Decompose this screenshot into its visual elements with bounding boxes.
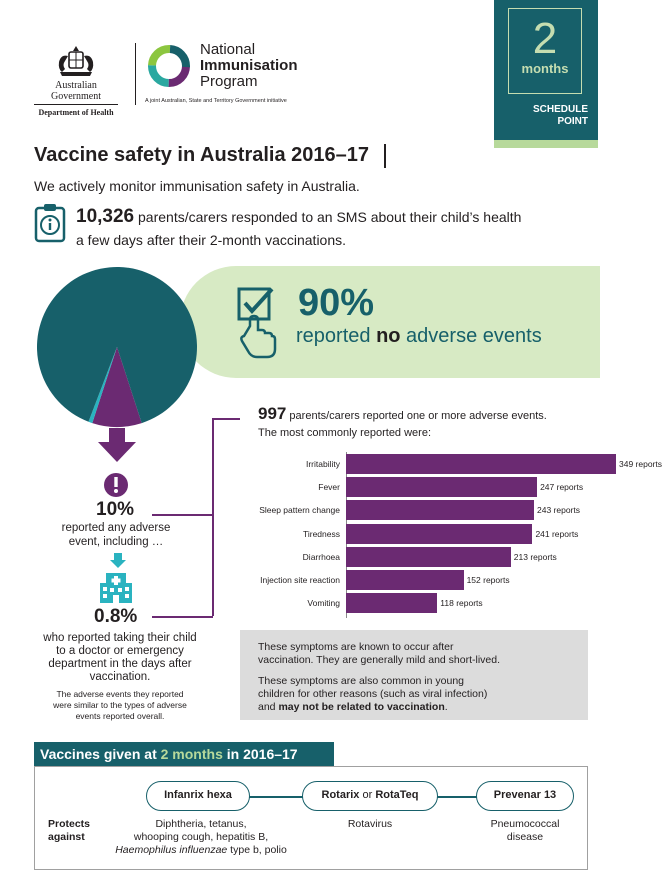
bar-category-label: Vomiting bbox=[307, 598, 340, 609]
schedule-badge-strip bbox=[494, 140, 598, 148]
bar-category-label: Sleep pattern change bbox=[259, 505, 340, 516]
program-tagline: A joint Australian, State and Territory Government initiative bbox=[145, 98, 287, 104]
bar-value-label: 349 reports bbox=[619, 459, 662, 469]
bar-value-label: 241 reports bbox=[535, 528, 579, 539]
reports-subtext: The most commonly reported were: bbox=[258, 427, 432, 439]
any-adverse-text: reported any adverse event, including … bbox=[61, 522, 171, 548]
bar-value-label: 118 reports bbox=[440, 598, 483, 609]
coat-of-arms-icon bbox=[54, 44, 98, 78]
hospital-icon bbox=[100, 573, 132, 603]
program-name: National Immunisation Program bbox=[200, 41, 298, 90]
doctor-visit-text: who reported taking their child to a doctor or emergency department in the days after vaccination. bbox=[43, 632, 197, 683]
vaccine-prevenar-13: Prevenar 13 bbox=[476, 781, 574, 811]
vaccine-rotarix-rotateq: Rotarix or RotaTeq bbox=[302, 781, 438, 811]
reports-count: 997 bbox=[258, 404, 287, 423]
government-name: Australian Government bbox=[51, 80, 101, 102]
bar bbox=[346, 454, 616, 474]
adverse-events-bar-chart bbox=[244, 452, 662, 620]
vaccines-heading: Vaccines given at 2 months in 2016–17 bbox=[34, 742, 334, 766]
connector-line-10pct bbox=[152, 514, 213, 516]
connector-line-08pct bbox=[152, 616, 213, 618]
schedule-point-label: SCHEDULE POINT bbox=[532, 104, 588, 127]
bar-value-label: 243 reports bbox=[536, 505, 580, 516]
responded-summary: 10,326 parents/carers responded to an SMS about their child’s health a few days after their 2-month vaccinations. bbox=[76, 206, 522, 248]
bar-value-label: 247 reports bbox=[540, 482, 584, 493]
text-cursor bbox=[384, 144, 386, 168]
infanrix-diseases: Diphtheria, tetanus, whooping cough, hepatitis B, Haemophilus influenzae type b, polio bbox=[115, 818, 287, 856]
adverse-event-pie bbox=[36, 266, 198, 428]
no-adverse-percent: 90% bbox=[298, 282, 375, 324]
bar-category-label: Irritability bbox=[305, 459, 340, 469]
bar-category-label: Injection site reaction bbox=[260, 575, 340, 585]
bar-category-label: Diarrhoea bbox=[302, 551, 340, 562]
exclamation-icon bbox=[103, 472, 129, 498]
page-subtitle: We actively monitor immunisation safety in Australia. bbox=[34, 178, 360, 194]
schedule-point-badge bbox=[494, 0, 598, 140]
reports-summary: 997 parents/carers reported one or more adverse events. bbox=[258, 404, 547, 423]
responded-count: 10,326 bbox=[76, 206, 135, 227]
page-title: Vaccine safety in Australia 2016–17 bbox=[34, 144, 370, 166]
bar-value-label: 152 reports bbox=[466, 575, 510, 585]
bar-value-label: 213 reports bbox=[513, 551, 557, 562]
protects-against-label: Protects against bbox=[48, 818, 91, 843]
australian-government-crest bbox=[34, 44, 118, 118]
schedule-unit: months bbox=[521, 61, 569, 76]
immunisation-program-logo-icon bbox=[145, 42, 193, 90]
connector-line-top bbox=[212, 418, 240, 420]
prevenar-diseases: Pneumococcal disease bbox=[490, 818, 560, 843]
symptoms-paragraph-1: These symptoms are known to occur after vaccination. They are generally mild and short-lived. bbox=[258, 641, 501, 666]
header-divider bbox=[135, 43, 136, 105]
doctor-visit-note: The adverse events they reported were similar to the types of adverse events reported overall. bbox=[53, 689, 187, 721]
checkbox-hand-icon bbox=[236, 286, 282, 356]
doctor-visit-percent: 0.8% bbox=[94, 606, 138, 627]
no-adverse-text: reported no adverse events bbox=[296, 325, 542, 347]
bar bbox=[346, 524, 532, 544]
bar-category-label: Tiredness bbox=[302, 528, 340, 539]
bar-category-label: Fever bbox=[318, 482, 340, 493]
bar bbox=[346, 570, 464, 590]
clipboard-info-icon bbox=[34, 203, 66, 243]
rotavirus-diseases: Rotavirus bbox=[347, 818, 393, 830]
connector-line bbox=[212, 418, 214, 616]
bar bbox=[346, 593, 437, 613]
bar bbox=[346, 547, 511, 567]
bar bbox=[346, 477, 537, 497]
symptoms-paragraph-2: These symptoms are also common in young children for other reasons (such as viral infection) and may not be related to vaccination. bbox=[258, 675, 488, 713]
small-down-arrow-icon bbox=[110, 553, 126, 569]
schedule-number: 2 bbox=[532, 14, 558, 63]
down-arrow-icon bbox=[98, 428, 136, 464]
department-name: Department of Health bbox=[34, 104, 118, 118]
any-adverse-percent: 10% bbox=[96, 499, 135, 520]
bar bbox=[346, 500, 534, 520]
vaccine-infanrix-hexa: Infanrix hexa bbox=[146, 781, 250, 811]
